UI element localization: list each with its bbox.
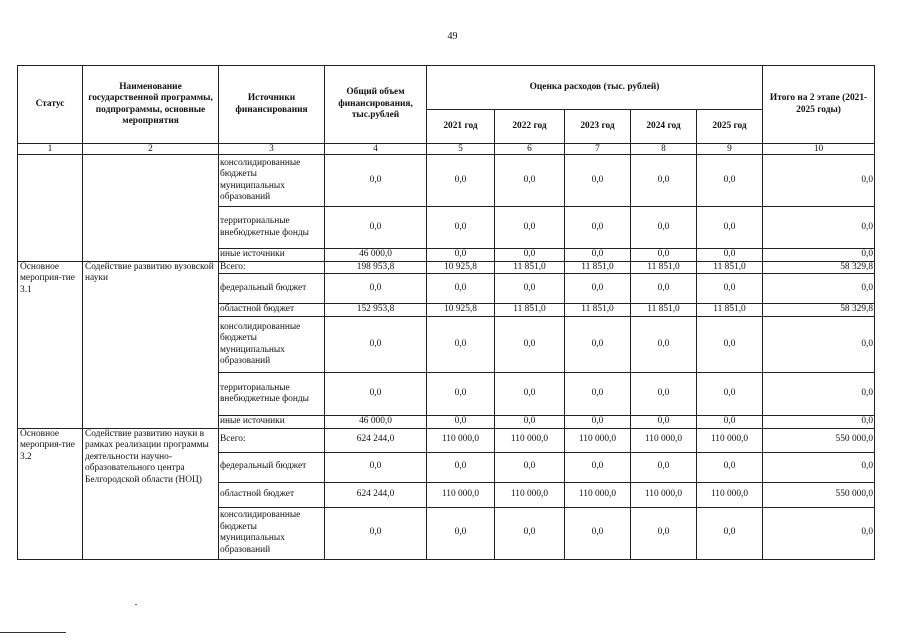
source-cell: консолидированные бюджеты муниципальных образований (219, 507, 325, 559)
status-cell-empty (18, 155, 83, 262)
source-cell: федеральный бюджет (219, 452, 325, 482)
year-cell: 0,0 (631, 274, 697, 304)
year-cell: 0,0 (697, 249, 763, 262)
year-cell: 0,0 (631, 452, 697, 482)
total-cell: 624 244,0 (325, 482, 427, 507)
header-year: 2022 год (495, 110, 565, 144)
year-cell: 11 851,0 (565, 304, 631, 317)
year-cell: 110 000,0 (427, 482, 495, 507)
year-cell: 110 000,0 (427, 428, 495, 452)
stage-total-cell: 550 000,0 (763, 482, 875, 507)
total-cell: 0,0 (325, 207, 427, 249)
total-cell: 0,0 (325, 373, 427, 416)
year-cell: 0,0 (495, 249, 565, 262)
table-row (18, 428, 875, 452)
year-cell: 11 851,0 (697, 261, 763, 274)
stage-total-cell: 0,0 (763, 452, 875, 482)
year-cell: 0,0 (631, 249, 697, 262)
year-cell: 110 000,0 (631, 428, 697, 452)
total-cell: 198 953,8 (325, 261, 427, 274)
year-cell: 110 000,0 (495, 428, 565, 452)
year-cell: 0,0 (631, 416, 697, 429)
stage-total-cell: 0,0 (763, 507, 875, 559)
header-year: 2021 год (427, 110, 495, 144)
year-cell: 0,0 (427, 507, 495, 559)
column-number: 1 (18, 144, 83, 155)
column-number: 4 (325, 144, 427, 155)
column-number: 8 (631, 144, 697, 155)
source-cell: федеральный бюджет (219, 274, 325, 304)
source-cell: областной бюджет (219, 482, 325, 507)
year-cell: 0,0 (631, 317, 697, 373)
year-cell: 0,0 (495, 155, 565, 207)
year-cell: 0,0 (495, 317, 565, 373)
year-cell: 0,0 (565, 274, 631, 304)
year-cell: 0,0 (495, 452, 565, 482)
total-cell: 0,0 (325, 507, 427, 559)
header-status: Статус (18, 66, 83, 144)
year-cell: 0,0 (427, 317, 495, 373)
source-cell: иные источники (219, 416, 325, 429)
year-cell: 0,0 (495, 416, 565, 429)
program-name-cell: Содействие развитию вузовской науки (83, 261, 219, 428)
year-cell: 11 851,0 (495, 304, 565, 317)
year-cell: 10 925,8 (427, 261, 495, 274)
year-cell: 0,0 (427, 155, 495, 207)
year-cell: 0,0 (427, 373, 495, 416)
program-name-cell: Содействие развитию науки в рамках реализации программы деятельности научно-образовательного центра Белгородской области (НОЦ) (83, 428, 219, 559)
year-cell: 110 000,0 (697, 482, 763, 507)
year-cell: 11 851,0 (565, 261, 631, 274)
year-cell: 0,0 (565, 416, 631, 429)
year-cell: 0,0 (565, 507, 631, 559)
year-cell: 0,0 (427, 274, 495, 304)
year-cell: 0,0 (565, 317, 631, 373)
budget-table (17, 65, 875, 560)
year-cell: 0,0 (565, 373, 631, 416)
year-cell: 10 925,8 (427, 304, 495, 317)
header-sources: Источники финансирования (219, 66, 325, 144)
year-cell: 110 000,0 (565, 482, 631, 507)
table-row (18, 155, 875, 207)
year-cell: 0,0 (495, 373, 565, 416)
stage-total-cell: 58 329,8 (763, 304, 875, 317)
stage-total-cell: 0,0 (763, 207, 875, 249)
year-cell: 0,0 (565, 155, 631, 207)
stage-total-cell: 0,0 (763, 373, 875, 416)
year-cell: 110 000,0 (495, 482, 565, 507)
column-number: 3 (219, 144, 325, 155)
total-cell: 0,0 (325, 317, 427, 373)
year-cell: 11 851,0 (495, 261, 565, 274)
year-cell: 0,0 (495, 274, 565, 304)
year-cell: 110 000,0 (631, 482, 697, 507)
total-cell: 0,0 (325, 274, 427, 304)
source-cell: областной бюджет (219, 304, 325, 317)
header-year: 2024 год (631, 110, 697, 144)
year-cell: 11 851,0 (697, 304, 763, 317)
column-number: 5 (427, 144, 495, 155)
total-cell: 46 000,0 (325, 249, 427, 262)
total-cell: 0,0 (325, 452, 427, 482)
column-number: 9 (697, 144, 763, 155)
year-cell: 0,0 (631, 207, 697, 249)
year-cell: 0,0 (427, 207, 495, 249)
year-cell: 110 000,0 (697, 428, 763, 452)
year-cell: 0,0 (697, 373, 763, 416)
header-total-volume: Общий объем финансирования, тыс.рублей (325, 66, 427, 144)
total-cell: 0,0 (325, 155, 427, 207)
year-cell: 0,0 (697, 155, 763, 207)
year-cell: 0,0 (565, 452, 631, 482)
source-cell: консолидированные бюджеты муниципальных образований (219, 155, 325, 207)
header-year: 2023 год (565, 110, 631, 144)
header-program-name: Наименование государственной программы, подпрограммы, основные мероприятия (83, 66, 219, 144)
header-year: 2025 год (697, 110, 763, 144)
year-cell: 0,0 (495, 507, 565, 559)
source-cell: территориальные внебюджетные фонды (219, 373, 325, 416)
year-cell: 0,0 (427, 452, 495, 482)
table-row (18, 261, 875, 274)
year-cell: 0,0 (631, 155, 697, 207)
year-cell: 0,0 (697, 317, 763, 373)
stage-total-cell: 0,0 (763, 274, 875, 304)
year-cell: 0,0 (565, 249, 631, 262)
page-number: 49 (447, 31, 458, 42)
column-number: 7 (565, 144, 631, 155)
year-cell: 0,0 (565, 207, 631, 249)
stage-total-cell: 0,0 (763, 155, 875, 207)
source-cell: Всего: (219, 261, 325, 274)
program-name-cell-empty (83, 155, 219, 262)
year-cell: 0,0 (631, 507, 697, 559)
year-cell: 0,0 (697, 507, 763, 559)
stage-total-cell: 550 000,0 (763, 428, 875, 452)
total-cell: 46 000,0 (325, 416, 427, 429)
year-cell: 11 851,0 (631, 261, 697, 274)
header-estimate: Оценка расходов (тыс. рублей) (427, 66, 763, 110)
year-cell: 0,0 (631, 373, 697, 416)
year-cell: 0,0 (495, 207, 565, 249)
scan-speck (135, 604, 137, 605)
year-cell: 0,0 (427, 249, 495, 262)
year-cell: 110 000,0 (565, 428, 631, 452)
stage-total-cell: 0,0 (763, 249, 875, 262)
year-cell: 11 851,0 (631, 304, 697, 317)
stage-total-cell: 0,0 (763, 416, 875, 429)
stage-total-cell: 0,0 (763, 317, 875, 373)
column-number: 2 (83, 144, 219, 155)
source-cell: Всего: (219, 428, 325, 452)
year-cell: 0,0 (697, 207, 763, 249)
column-number: 6 (495, 144, 565, 155)
header-row (18, 66, 875, 110)
status-cell: Основное мероприя-тие 3.1 (18, 261, 83, 428)
year-cell: 0,0 (427, 416, 495, 429)
source-cell: иные источники (219, 249, 325, 262)
scan-edge-line (0, 632, 66, 633)
source-cell: территориальные внебюджетные фонды (219, 207, 325, 249)
total-cell: 152 953,8 (325, 304, 427, 317)
year-cell: 0,0 (697, 452, 763, 482)
column-number: 10 (763, 144, 875, 155)
stage-total-cell: 58 329,8 (763, 261, 875, 274)
year-cell: 0,0 (697, 274, 763, 304)
column-number-row (18, 144, 875, 155)
total-cell: 624 244,0 (325, 428, 427, 452)
year-cell: 0,0 (697, 416, 763, 429)
source-cell: консолидированные бюджеты муниципальных образований (219, 317, 325, 373)
header-total-stage: Итого на 2 этапе (2021-2025 годы) (763, 66, 875, 144)
status-cell: Основное мероприя-тие 3.2 (18, 428, 83, 559)
